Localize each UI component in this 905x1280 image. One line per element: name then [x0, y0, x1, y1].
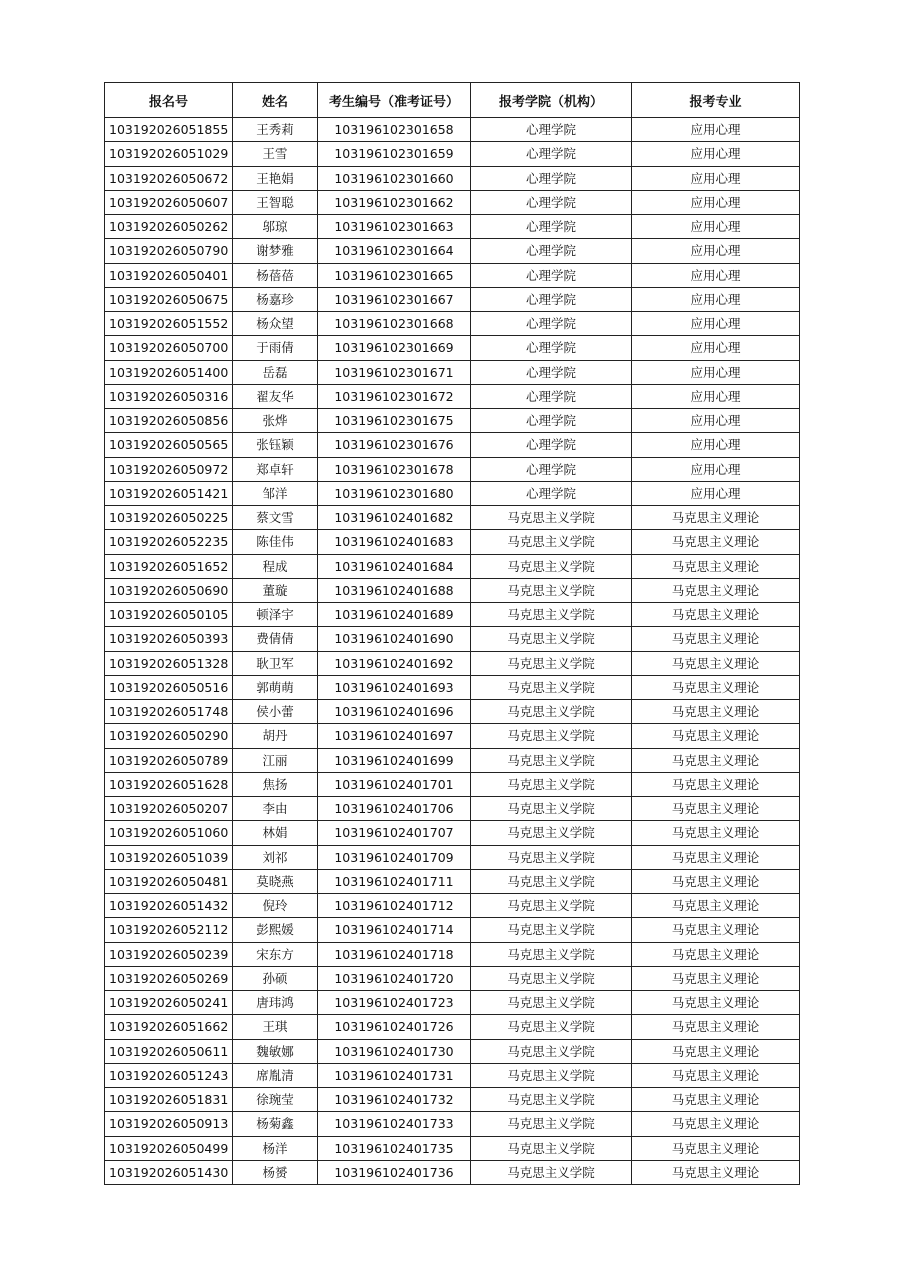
cell-major: 应用心理: [632, 433, 800, 457]
cell-name: 侯小蕾: [233, 700, 318, 724]
table-row: [105, 651, 800, 675]
cell-major: 马克思主义理论: [632, 1112, 800, 1136]
table-row: [105, 1160, 800, 1184]
cell-candidate-number: 103196102401720: [318, 966, 471, 990]
table-row: [105, 506, 800, 530]
cell-college: 马克思主义学院: [471, 918, 632, 942]
cell-name: 王智聪: [233, 190, 318, 214]
table-row: [105, 966, 800, 990]
cell-name: 彭熙媛: [233, 918, 318, 942]
cell-name: 席胤清: [233, 1063, 318, 1087]
table-row: [105, 797, 800, 821]
cell-candidate-number: 103196102301663: [318, 215, 471, 239]
table-row: [105, 384, 800, 408]
cell-name: 王琪: [233, 1015, 318, 1039]
cell-candidate-number: 103196102301662: [318, 190, 471, 214]
table-row: [105, 748, 800, 772]
cell-registration-number: 103192026051432: [105, 894, 233, 918]
table-row: [105, 821, 800, 845]
cell-name: 王艳娟: [233, 166, 318, 190]
table-row: [105, 675, 800, 699]
cell-college: 心理学院: [471, 190, 632, 214]
cell-name: 杨众望: [233, 312, 318, 336]
cell-candidate-number: 103196102401712: [318, 894, 471, 918]
cell-name: 王雪: [233, 142, 318, 166]
cell-college: 马克思主义学院: [471, 627, 632, 651]
cell-registration-number: 103192026051060: [105, 821, 233, 845]
cell-candidate-number: 103196102401736: [318, 1160, 471, 1184]
cell-candidate-number: 103196102401693: [318, 675, 471, 699]
cell-candidate-number: 103196102301664: [318, 239, 471, 263]
cell-candidate-number: 103196102401697: [318, 724, 471, 748]
table-row: [105, 1088, 800, 1112]
table-row: [105, 215, 800, 239]
cell-name: 杨洋: [233, 1136, 318, 1160]
cell-candidate-number: 103196102301660: [318, 166, 471, 190]
table-row: [105, 554, 800, 578]
cell-name: 焦扬: [233, 772, 318, 796]
cell-name: 张钰颖: [233, 433, 318, 457]
cell-name: 魏敏娜: [233, 1039, 318, 1063]
table-row: [105, 918, 800, 942]
table-row: [105, 457, 800, 481]
cell-college: 马克思主义学院: [471, 797, 632, 821]
header-name: 姓名: [233, 83, 318, 118]
cell-college: 马克思主义学院: [471, 603, 632, 627]
cell-candidate-number: 103196102301675: [318, 409, 471, 433]
cell-college: 马克思主义学院: [471, 869, 632, 893]
cell-major: 马克思主义理论: [632, 1015, 800, 1039]
cell-name: 郭萌萌: [233, 675, 318, 699]
cell-major: 应用心理: [632, 336, 800, 360]
cell-college: 马克思主义学院: [471, 724, 632, 748]
cell-major: 应用心理: [632, 312, 800, 336]
cell-major: 马克思主义理论: [632, 845, 800, 869]
cell-registration-number: 103192026051029: [105, 142, 233, 166]
table-row: [105, 1136, 800, 1160]
cell-registration-number: 103192026050789: [105, 748, 233, 772]
cell-major: 马克思主义理论: [632, 869, 800, 893]
cell-registration-number: 103192026051243: [105, 1063, 233, 1087]
cell-candidate-number: 103196102301678: [318, 457, 471, 481]
cell-name: 李由: [233, 797, 318, 821]
cell-college: 马克思主义学院: [471, 966, 632, 990]
cell-name: 邹洋: [233, 481, 318, 505]
cell-registration-number: 103192026050105: [105, 603, 233, 627]
cell-college: 马克思主义学院: [471, 700, 632, 724]
cell-major: 马克思主义理论: [632, 772, 800, 796]
table-row: [105, 724, 800, 748]
cell-candidate-number: 103196102401707: [318, 821, 471, 845]
table-row: [105, 263, 800, 287]
cell-name: 宋东方: [233, 942, 318, 966]
table-row: [105, 627, 800, 651]
cell-college: 马克思主义学院: [471, 894, 632, 918]
cell-name: 倪玲: [233, 894, 318, 918]
cell-registration-number: 103192026050607: [105, 190, 233, 214]
table-row: [105, 360, 800, 384]
cell-candidate-number: 103196102401706: [318, 797, 471, 821]
table-row: [105, 481, 800, 505]
cell-candidate-number: 103196102401733: [318, 1112, 471, 1136]
cell-candidate-number: 103196102401731: [318, 1063, 471, 1087]
cell-major: 马克思主义理论: [632, 700, 800, 724]
cell-registration-number: 103192026051039: [105, 845, 233, 869]
cell-registration-number: 103192026050262: [105, 215, 233, 239]
cell-registration-number: 103192026050239: [105, 942, 233, 966]
cell-registration-number: 103192026051652: [105, 554, 233, 578]
cell-candidate-number: 103196102401732: [318, 1088, 471, 1112]
table-row: [105, 1112, 800, 1136]
cell-major: 应用心理: [632, 215, 800, 239]
cell-candidate-number: 103196102401683: [318, 530, 471, 554]
cell-major: 马克思主义理论: [632, 1063, 800, 1087]
cell-college: 心理学院: [471, 239, 632, 263]
table-row: [105, 1015, 800, 1039]
table-row: [105, 409, 800, 433]
cell-college: 马克思主义学院: [471, 651, 632, 675]
cell-college: 心理学院: [471, 433, 632, 457]
cell-college: 心理学院: [471, 360, 632, 384]
cell-major: 马克思主义理论: [632, 1088, 800, 1112]
cell-name: 岳磊: [233, 360, 318, 384]
cell-major: 应用心理: [632, 457, 800, 481]
cell-name: 郑卓轩: [233, 457, 318, 481]
cell-candidate-number: 103196102301658: [318, 118, 471, 142]
cell-candidate-number: 103196102301668: [318, 312, 471, 336]
cell-candidate-number: 103196102401688: [318, 578, 471, 602]
cell-registration-number: 103192026052112: [105, 918, 233, 942]
table-row: [105, 991, 800, 1015]
cell-registration-number: 103192026050856: [105, 409, 233, 433]
cell-major: 应用心理: [632, 118, 800, 142]
cell-name: 江丽: [233, 748, 318, 772]
cell-registration-number: 103192026050481: [105, 869, 233, 893]
cell-registration-number: 103192026050207: [105, 797, 233, 821]
cell-registration-number: 103192026051748: [105, 700, 233, 724]
cell-name: 于雨倩: [233, 336, 318, 360]
table-row: [105, 190, 800, 214]
cell-college: 马克思主义学院: [471, 1160, 632, 1184]
cell-name: 顿泽宇: [233, 603, 318, 627]
table-row: [105, 530, 800, 554]
cell-college: 心理学院: [471, 166, 632, 190]
cell-registration-number: 103192026051400: [105, 360, 233, 384]
cell-candidate-number: 103196102301659: [318, 142, 471, 166]
cell-name: 徐琬莹: [233, 1088, 318, 1112]
cell-college: 心理学院: [471, 312, 632, 336]
cell-major: 马克思主义理论: [632, 554, 800, 578]
cell-major: 马克思主义理论: [632, 603, 800, 627]
cell-candidate-number: 103196102401684: [318, 554, 471, 578]
cell-name: 谢梦雅: [233, 239, 318, 263]
cell-college: 心理学院: [471, 409, 632, 433]
cell-candidate-number: 103196102301669: [318, 336, 471, 360]
cell-candidate-number: 103196102301676: [318, 433, 471, 457]
cell-college: 心理学院: [471, 481, 632, 505]
cell-college: 马克思主义学院: [471, 1039, 632, 1063]
cell-name: 胡丹: [233, 724, 318, 748]
cell-college: 马克思主义学院: [471, 1088, 632, 1112]
cell-candidate-number: 103196102301671: [318, 360, 471, 384]
table-row: [105, 312, 800, 336]
cell-major: 马克思主义理论: [632, 578, 800, 602]
cell-name: 耿卫军: [233, 651, 318, 675]
header-registration-number: 报名号: [105, 83, 233, 118]
cell-college: 心理学院: [471, 384, 632, 408]
cell-major: 应用心理: [632, 142, 800, 166]
cell-major: 马克思主义理论: [632, 966, 800, 990]
table-row: [105, 894, 800, 918]
cell-major: 应用心理: [632, 239, 800, 263]
header-major: 报考专业: [632, 83, 800, 118]
cell-name: 唐玮鸿: [233, 991, 318, 1015]
cell-major: 马克思主义理论: [632, 675, 800, 699]
cell-registration-number: 103192026050316: [105, 384, 233, 408]
cell-college: 马克思主义学院: [471, 942, 632, 966]
admission-list-table: [104, 82, 800, 1185]
cell-college: 心理学院: [471, 263, 632, 287]
cell-candidate-number: 103196102301672: [318, 384, 471, 408]
cell-registration-number: 103192026050700: [105, 336, 233, 360]
table-row: [105, 700, 800, 724]
cell-college: 心理学院: [471, 457, 632, 481]
cell-college: 马克思主义学院: [471, 748, 632, 772]
cell-college: 心理学院: [471, 215, 632, 239]
cell-registration-number: 103192026050611: [105, 1039, 233, 1063]
cell-major: 应用心理: [632, 360, 800, 384]
cell-registration-number: 103192026050972: [105, 457, 233, 481]
cell-college: 马克思主义学院: [471, 506, 632, 530]
header-candidate-number: 考生编号（准考证号）: [318, 83, 471, 118]
cell-name: 翟友华: [233, 384, 318, 408]
table-row: [105, 142, 800, 166]
cell-name: 杨蓓蓓: [233, 263, 318, 287]
cell-name: 陈佳伟: [233, 530, 318, 554]
table-row: [105, 1039, 800, 1063]
table-row: [105, 118, 800, 142]
cell-major: 马克思主义理论: [632, 1136, 800, 1160]
cell-registration-number: 103192026051855: [105, 118, 233, 142]
cell-registration-number: 103192026050913: [105, 1112, 233, 1136]
cell-name: 杨菊鑫: [233, 1112, 318, 1136]
table-row: [105, 287, 800, 311]
cell-major: 应用心理: [632, 481, 800, 505]
cell-major: 马克思主义理论: [632, 797, 800, 821]
table-row: [105, 845, 800, 869]
table-row: [105, 603, 800, 627]
cell-major: 马克思主义理论: [632, 1039, 800, 1063]
cell-name: 林娟: [233, 821, 318, 845]
cell-college: 马克思主义学院: [471, 845, 632, 869]
cell-registration-number: 103192026052235: [105, 530, 233, 554]
cell-registration-number: 103192026051328: [105, 651, 233, 675]
table-row: [105, 433, 800, 457]
cell-candidate-number: 103196102401692: [318, 651, 471, 675]
cell-candidate-number: 103196102401701: [318, 772, 471, 796]
cell-candidate-number: 103196102401730: [318, 1039, 471, 1063]
cell-major: 马克思主义理论: [632, 748, 800, 772]
cell-college: 马克思主义学院: [471, 1112, 632, 1136]
cell-major: 马克思主义理论: [632, 991, 800, 1015]
cell-college: 马克思主义学院: [471, 991, 632, 1015]
cell-major: 马克思主义理论: [632, 918, 800, 942]
table-row: [105, 166, 800, 190]
cell-name: 王秀莉: [233, 118, 318, 142]
cell-registration-number: 103192026050225: [105, 506, 233, 530]
cell-major: 应用心理: [632, 263, 800, 287]
cell-major: 马克思主义理论: [632, 627, 800, 651]
table-row: [105, 869, 800, 893]
cell-candidate-number: 103196102301667: [318, 287, 471, 311]
table-body: [105, 118, 800, 1185]
cell-candidate-number: 103196102301680: [318, 481, 471, 505]
cell-registration-number: 103192026050393: [105, 627, 233, 651]
cell-college: 心理学院: [471, 287, 632, 311]
cell-major: 马克思主义理论: [632, 821, 800, 845]
table-header-row: [105, 83, 800, 118]
cell-name: 杨赟: [233, 1160, 318, 1184]
cell-major: 马克思主义理论: [632, 724, 800, 748]
cell-candidate-number: 103196102401689: [318, 603, 471, 627]
cell-candidate-number: 103196102401696: [318, 700, 471, 724]
cell-candidate-number: 103196102401682: [318, 506, 471, 530]
cell-name: 孙硕: [233, 966, 318, 990]
cell-registration-number: 103192026050675: [105, 287, 233, 311]
cell-candidate-number: 103196102401735: [318, 1136, 471, 1160]
cell-candidate-number: 103196102301665: [318, 263, 471, 287]
cell-college: 马克思主义学院: [471, 772, 632, 796]
cell-registration-number: 103192026050565: [105, 433, 233, 457]
cell-registration-number: 103192026050269: [105, 966, 233, 990]
cell-major: 马克思主义理论: [632, 942, 800, 966]
cell-name: 蔡文雪: [233, 506, 318, 530]
cell-major: 应用心理: [632, 384, 800, 408]
cell-college: 马克思主义学院: [471, 554, 632, 578]
cell-candidate-number: 103196102401714: [318, 918, 471, 942]
cell-registration-number: 103192026051831: [105, 1088, 233, 1112]
cell-major: 马克思主义理论: [632, 894, 800, 918]
cell-name: 程成: [233, 554, 318, 578]
cell-college: 马克思主义学院: [471, 530, 632, 554]
cell-college: 心理学院: [471, 336, 632, 360]
cell-college: 马克思主义学院: [471, 821, 632, 845]
cell-registration-number: 103192026050690: [105, 578, 233, 602]
cell-major: 马克思主义理论: [632, 651, 800, 675]
cell-name: 杨嘉珍: [233, 287, 318, 311]
cell-college: 心理学院: [471, 142, 632, 166]
cell-registration-number: 103192026051430: [105, 1160, 233, 1184]
cell-college: 马克思主义学院: [471, 675, 632, 699]
cell-college: 马克思主义学院: [471, 1063, 632, 1087]
table-row: [105, 239, 800, 263]
table-row: [105, 942, 800, 966]
cell-registration-number: 103192026050499: [105, 1136, 233, 1160]
cell-college: 马克思主义学院: [471, 578, 632, 602]
cell-candidate-number: 103196102401723: [318, 991, 471, 1015]
header-college: 报考学院（机构）: [471, 83, 632, 118]
cell-candidate-number: 103196102401709: [318, 845, 471, 869]
cell-registration-number: 103192026051552: [105, 312, 233, 336]
cell-major: 马克思主义理论: [632, 506, 800, 530]
table-row: [105, 1063, 800, 1087]
cell-registration-number: 103192026050672: [105, 166, 233, 190]
cell-candidate-number: 103196102401699: [318, 748, 471, 772]
cell-name: 邬琼: [233, 215, 318, 239]
cell-major: 马克思主义理论: [632, 530, 800, 554]
cell-major: 应用心理: [632, 166, 800, 190]
cell-candidate-number: 103196102401690: [318, 627, 471, 651]
cell-college: 马克思主义学院: [471, 1136, 632, 1160]
cell-registration-number: 103192026050241: [105, 991, 233, 1015]
cell-registration-number: 103192026050516: [105, 675, 233, 699]
cell-major: 应用心理: [632, 287, 800, 311]
cell-name: 刘祁: [233, 845, 318, 869]
cell-registration-number: 103192026050401: [105, 263, 233, 287]
cell-name: 莫晓燕: [233, 869, 318, 893]
cell-registration-number: 103192026050290: [105, 724, 233, 748]
cell-major: 马克思主义理论: [632, 1160, 800, 1184]
cell-registration-number: 103192026051662: [105, 1015, 233, 1039]
cell-registration-number: 103192026050790: [105, 239, 233, 263]
table-row: [105, 578, 800, 602]
cell-major: 应用心理: [632, 409, 800, 433]
cell-name: 董璇: [233, 578, 318, 602]
cell-name: 张烨: [233, 409, 318, 433]
table-row: [105, 772, 800, 796]
cell-registration-number: 103192026051421: [105, 481, 233, 505]
table-row: [105, 336, 800, 360]
cell-candidate-number: 103196102401718: [318, 942, 471, 966]
cell-name: 费倩倩: [233, 627, 318, 651]
cell-major: 应用心理: [632, 190, 800, 214]
cell-candidate-number: 103196102401711: [318, 869, 471, 893]
cell-college: 心理学院: [471, 118, 632, 142]
cell-candidate-number: 103196102401726: [318, 1015, 471, 1039]
cell-college: 马克思主义学院: [471, 1015, 632, 1039]
cell-registration-number: 103192026051628: [105, 772, 233, 796]
